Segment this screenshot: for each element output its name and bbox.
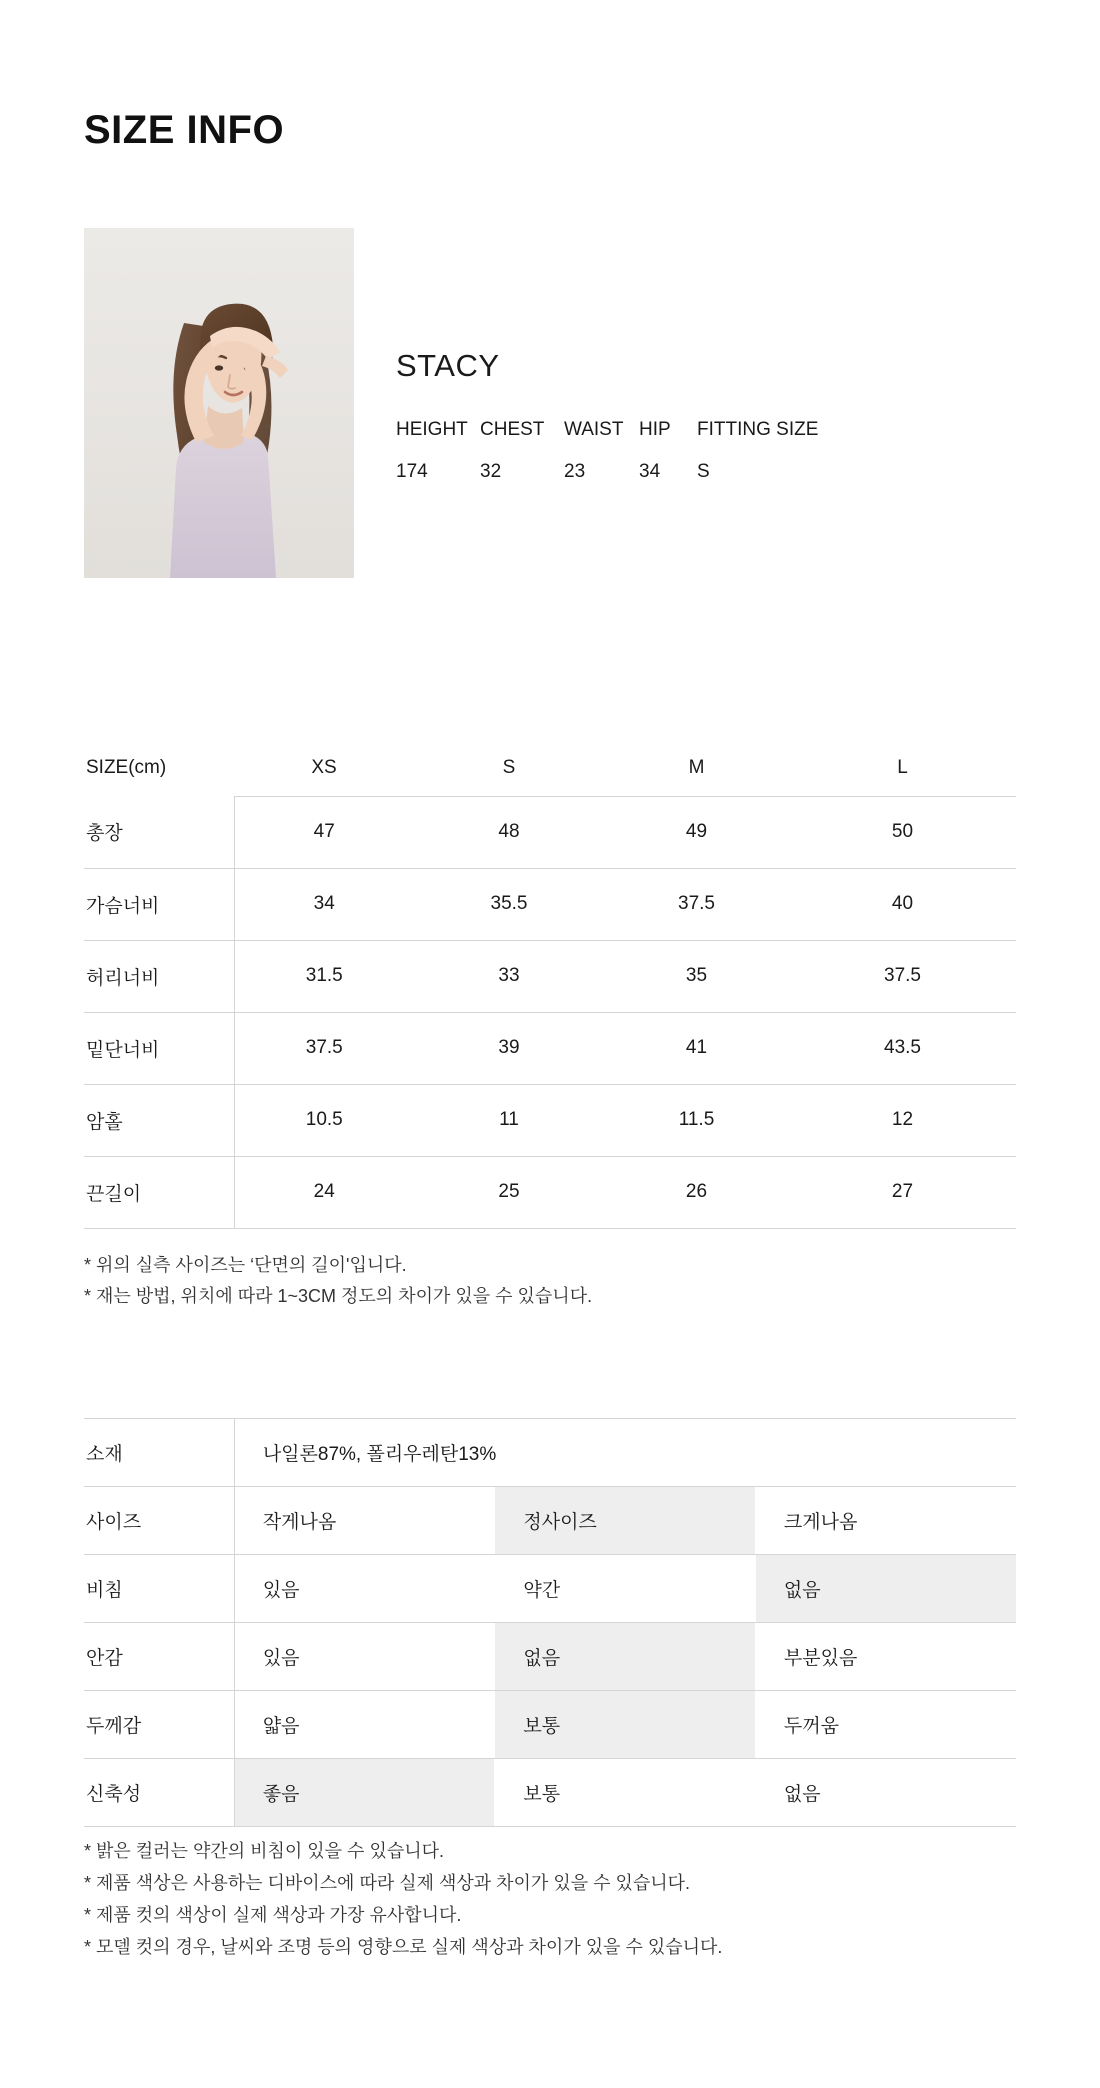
size-cell-2-l: 37.5 <box>789 940 1016 1012</box>
fabric-option-lining-1: 없음 <box>495 1623 756 1691</box>
measure-waist-value: 23 <box>564 460 586 482</box>
size-cell-1-s: 35.5 <box>414 868 604 940</box>
measure-hip-label: HIP <box>639 419 671 440</box>
fabric-option-elasticity-1: 보통 <box>495 1759 756 1827</box>
fabric-label-material: 소재 <box>84 1419 234 1487</box>
size-row-label-5: 끈길이 <box>84 1156 234 1228</box>
table-row <box>84 1156 1016 1228</box>
size-row-label-2: 허리너비 <box>84 940 234 1012</box>
table-row <box>84 1419 1016 1487</box>
table-row <box>84 940 1016 1012</box>
fabric-attribute-table <box>84 1418 1016 1827</box>
model-photo-illustration <box>84 228 354 578</box>
size-cell-5-s: 25 <box>414 1156 604 1228</box>
measure-hip <box>639 418 697 484</box>
fabric-label-size: 사이즈 <box>84 1487 234 1555</box>
fabric-label-elasticity: 신축성 <box>84 1759 234 1827</box>
bottom-note-3: * 모델 컷의 경우, 날씨와 조명 등의 영향으로 실제 색상과 차이가 있을 수 있습니다. <box>84 1937 723 1958</box>
size-cell-2-xs: 31.5 <box>234 940 414 1012</box>
fabric-option-sheerness-2: 없음 <box>755 1555 1016 1623</box>
measure-height-label: HEIGHT <box>396 419 468 440</box>
bottom-note-0: * 밝은 컬러는 약간의 비침이 있을 수 있습니다. <box>84 1841 444 1861</box>
fabric-label-thickness: 두께감 <box>84 1691 234 1759</box>
fabric-option-sheerness-0: 있음 <box>234 1555 495 1623</box>
size-table <box>84 740 1016 1229</box>
model-photo <box>84 228 354 578</box>
size-cell-3-m: 41 <box>604 1012 789 1084</box>
measure-height <box>396 418 480 484</box>
fabric-option-lining-2: 부분있음 <box>755 1623 1016 1691</box>
size-cell-4-l: 12 <box>789 1084 1016 1156</box>
size-cell-4-m: 11.5 <box>604 1084 789 1156</box>
size-cell-0-l: 50 <box>789 796 1016 868</box>
table-row <box>84 1487 1016 1555</box>
size-row-label-4: 암홀 <box>84 1084 234 1156</box>
fabric-option-elasticity-0: 좋음 <box>234 1759 495 1827</box>
fabric-option-thickness-0: 얇음 <box>234 1691 495 1759</box>
fabric-option-size-1: 정사이즈 <box>495 1487 756 1555</box>
table-row <box>84 796 1016 868</box>
size-table-header-s: S <box>502 756 516 778</box>
size-row-label-0: 총장 <box>84 796 234 868</box>
fabric-option-thickness-2: 두꺼움 <box>755 1691 1016 1759</box>
model-info <box>396 348 1016 484</box>
size-cell-0-s: 48 <box>414 796 604 868</box>
measure-fitting-size <box>697 418 897 484</box>
fabric-label-lining: 안감 <box>84 1623 234 1691</box>
measure-chest-label: CHEST <box>480 419 545 440</box>
size-note-1: * 재는 방법, 위치에 따라 1~3CM 정도의 차이가 있을 수 있습니다. <box>84 1285 593 1306</box>
size-table-header-l: L <box>897 756 908 778</box>
measure-waist <box>564 418 639 484</box>
measure-fitting-size-label: FITTING SIZE <box>697 419 819 440</box>
fabric-option-size-0: 작게나옴 <box>234 1487 495 1555</box>
size-cell-2-m: 35 <box>604 940 789 1012</box>
size-cell-2-s: 33 <box>414 940 604 1012</box>
table-row <box>84 1555 1016 1623</box>
table-row <box>84 1012 1016 1084</box>
size-table-header-row <box>84 740 1016 796</box>
bottom-notes <box>84 1835 1024 1963</box>
size-row-label-3: 밑단너비 <box>84 1012 234 1084</box>
bottom-note-2: * 제품 컷의 색상이 실제 색상과 가장 유사합니다. <box>84 1905 462 1926</box>
size-cell-5-xs: 24 <box>234 1156 414 1228</box>
size-table-header-xs: XS <box>311 756 337 778</box>
size-table-notes <box>84 1250 1024 1311</box>
fabric-option-size-2: 크게나옴 <box>755 1487 1016 1555</box>
size-cell-1-l: 40 <box>789 868 1016 940</box>
table-row <box>84 1759 1016 1827</box>
bottom-note-1: * 제품 색상은 사용하는 디바이스에 따라 실제 색상과 차이가 있을 수 있습니다. <box>84 1873 691 1894</box>
fabric-value-material: 나일론87%, 폴리우레탄13% <box>234 1419 1016 1487</box>
fabric-option-thickness-1: 보통 <box>495 1691 756 1759</box>
page-title: SIZE INFO <box>84 108 285 152</box>
size-cell-3-s: 39 <box>414 1012 604 1084</box>
size-cell-3-xs: 37.5 <box>234 1012 414 1084</box>
size-cell-5-m: 26 <box>604 1156 789 1228</box>
measure-chest-value: 32 <box>480 460 502 482</box>
size-row-label-1: 가슴너비 <box>84 868 234 940</box>
measure-height-value: 174 <box>396 460 428 482</box>
size-cell-1-m: 37.5 <box>604 868 789 940</box>
measure-hip-value: 34 <box>639 460 661 482</box>
table-row <box>84 1623 1016 1691</box>
size-cell-1-xs: 34 <box>234 868 414 940</box>
measure-fitting-size-value: S <box>697 460 710 482</box>
size-cell-0-xs: 47 <box>234 796 414 868</box>
size-table-header-m: M <box>688 756 705 778</box>
fabric-option-elasticity-2: 없음 <box>755 1759 1016 1827</box>
table-row <box>84 1691 1016 1759</box>
model-measurements <box>396 418 1016 484</box>
fabric-option-sheerness-1: 약간 <box>495 1555 756 1623</box>
table-row <box>84 1084 1016 1156</box>
measure-chest <box>480 418 564 484</box>
size-cell-5-l: 27 <box>789 1156 1016 1228</box>
model-name: STACY <box>396 348 500 383</box>
fabric-label-sheerness: 비침 <box>84 1555 234 1623</box>
size-cell-4-s: 11 <box>414 1084 604 1156</box>
measure-waist-label: WAIST <box>564 419 624 440</box>
fabric-option-lining-0: 있음 <box>234 1623 495 1691</box>
size-cell-3-l: 43.5 <box>789 1012 1016 1084</box>
size-table-header-size: SIZE(cm) <box>86 757 167 778</box>
size-cell-0-m: 49 <box>604 796 789 868</box>
size-cell-4-xs: 10.5 <box>234 1084 414 1156</box>
size-note-0: * 위의 실측 사이즈는 ‘단면의 길이'입니다. <box>84 1255 407 1275</box>
table-row <box>84 868 1016 940</box>
